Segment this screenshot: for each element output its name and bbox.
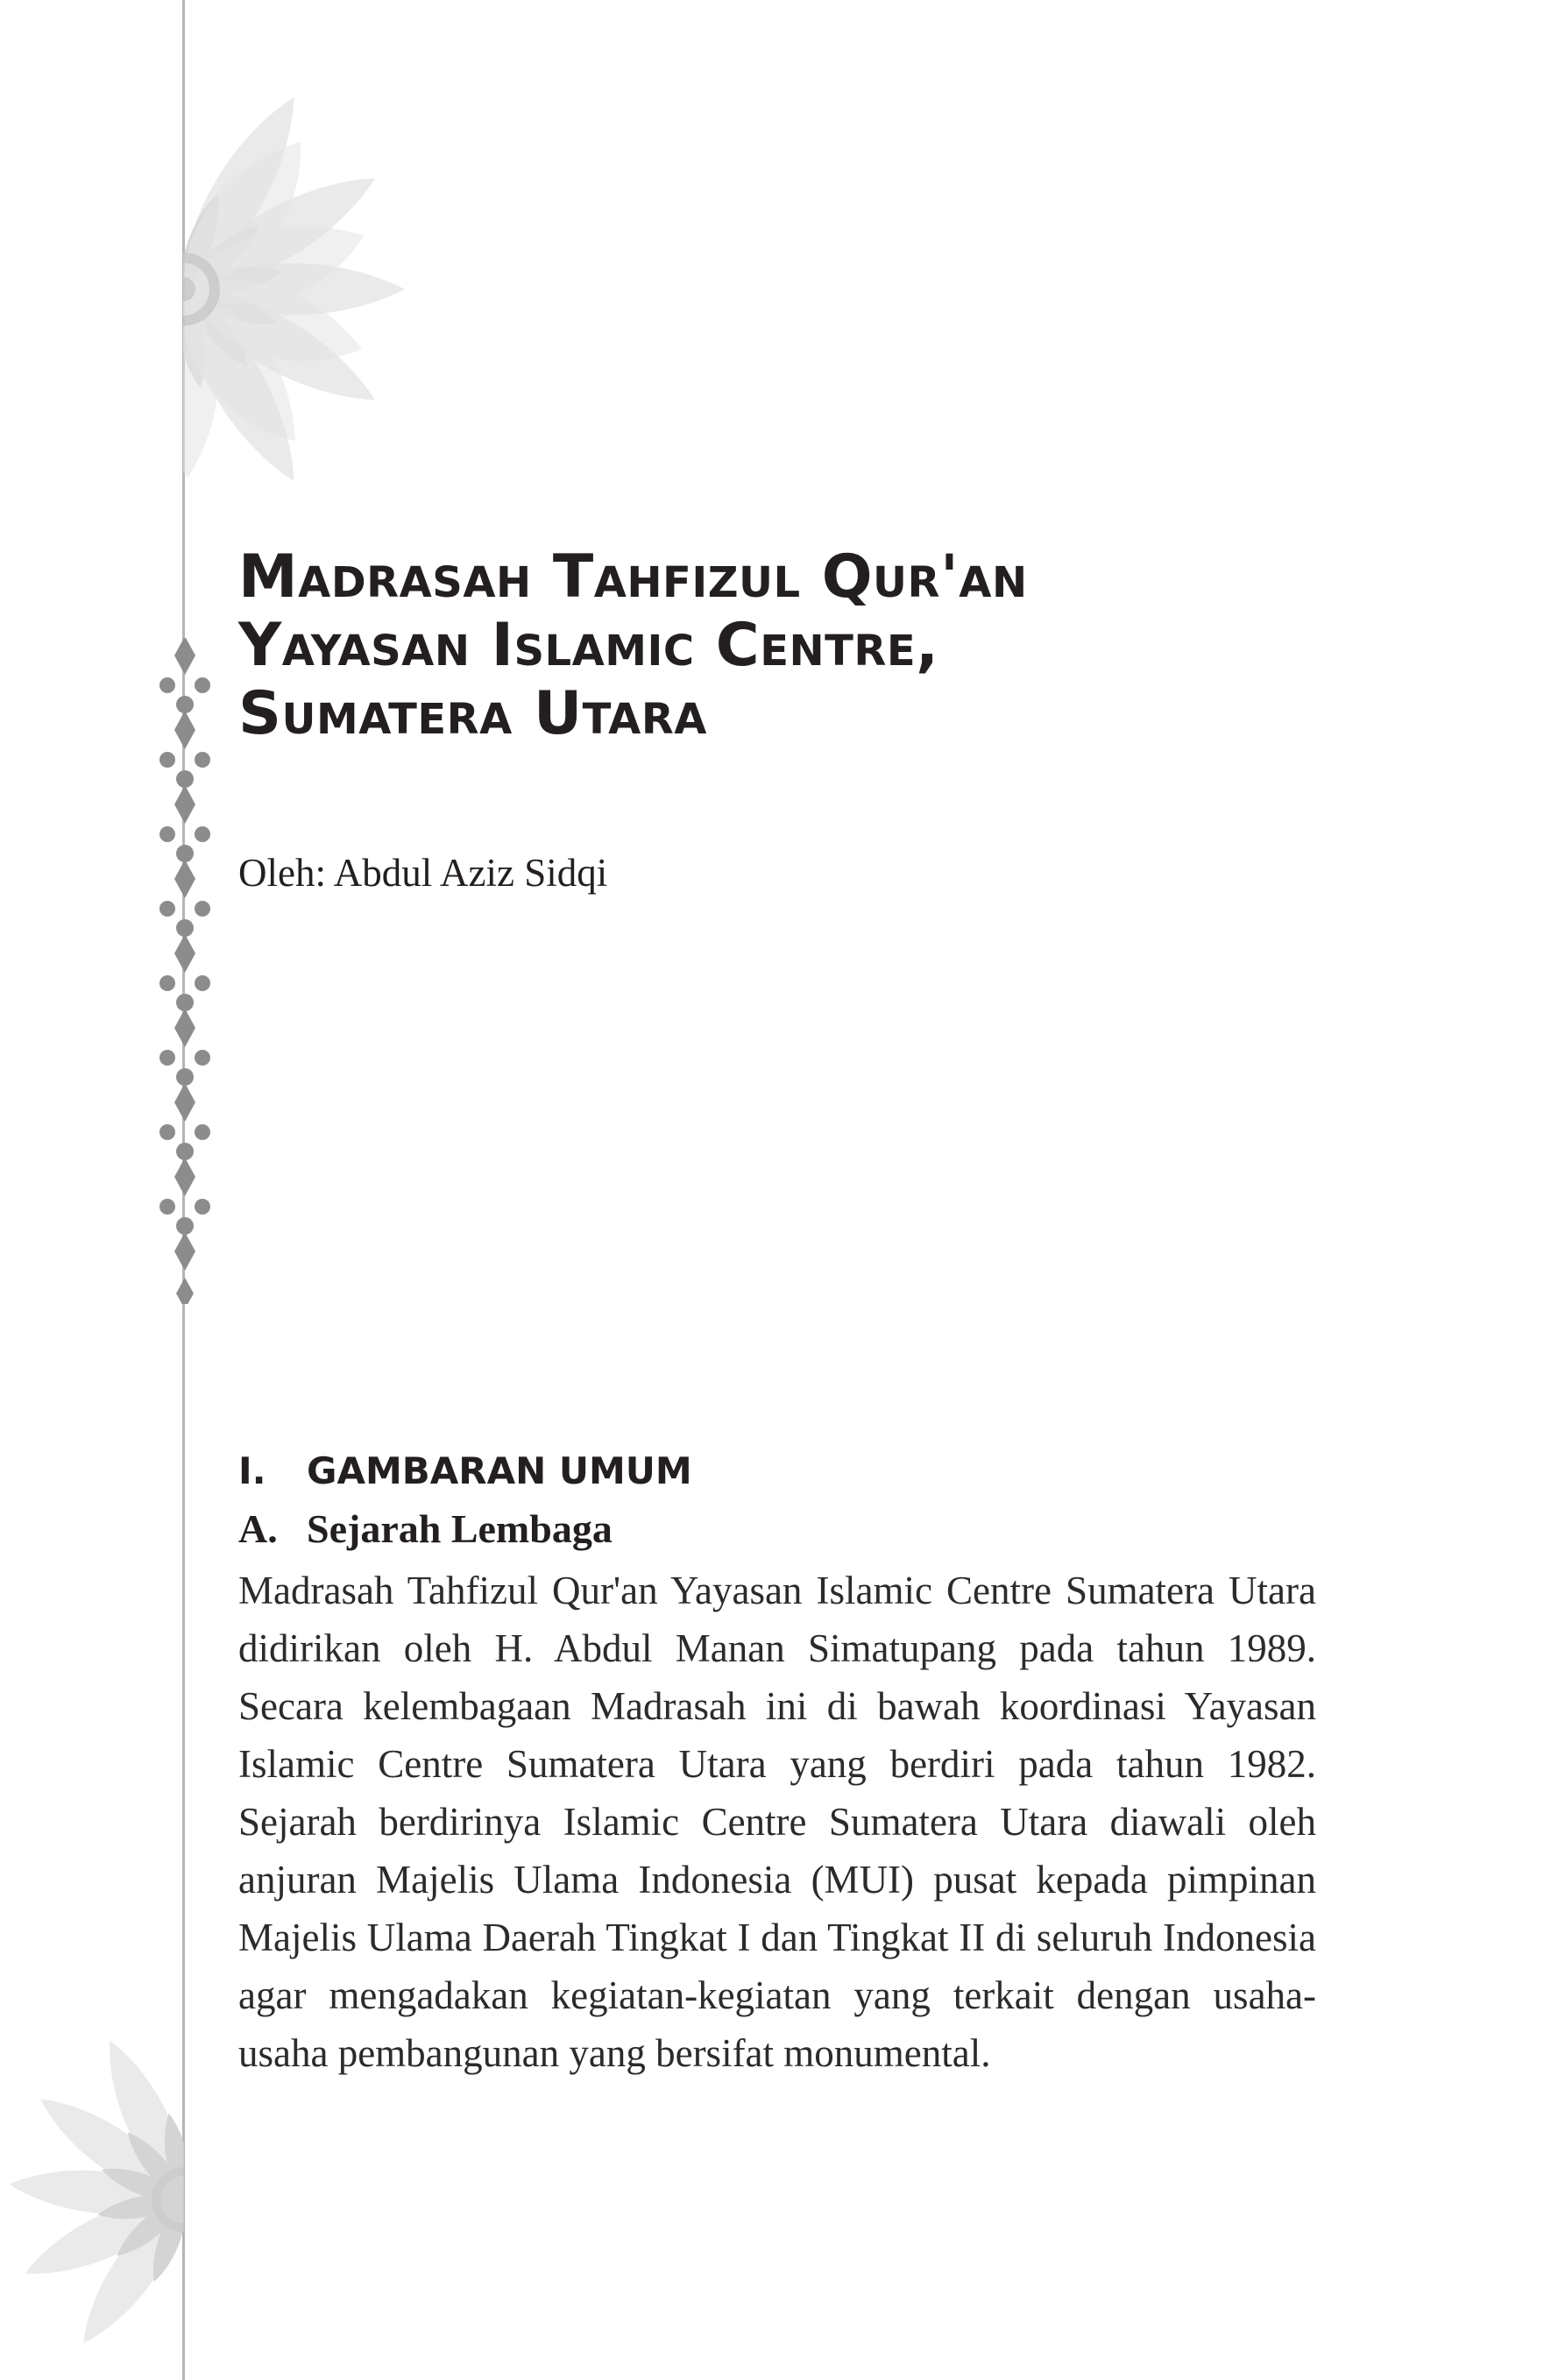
bottom-floral-ornament <box>0 2015 184 2380</box>
section-title: GAMBARAN UMUM <box>307 1449 692 1492</box>
border-chain-ornament <box>154 638 216 1304</box>
author-byline: Oleh: Abdul Aziz Sidqi <box>238 851 608 895</box>
title-line-1: Madrasah Tahfizul Qur'an <box>238 542 1028 612</box>
section-heading <box>238 1442 1316 1500</box>
title-line-2: Yayasan Islamic Centre, <box>238 611 939 680</box>
subsection-letter: A. <box>238 1506 278 1551</box>
title-line-3: Sumatera Utara <box>238 679 707 748</box>
body-paragraph: Madrasah Tahfizul Qur'an Yayasan Islamic Centre Sumatera Utara didirikan oleh H. Abdul Manan Simatupang pada tahun 1989. Secara kelembagaan Madrasah ini di bawah koordinasi Yayasan Islamic Centre Sumatera Utara yang berdiri pada tahun 1982. Sejarah berdirinya Islamic Centre Sumatera Utara diawali oleh anjuran Majelis Ulama Indonesia (MUI) pusat kepada pimpinan Majelis Ulama Daerah Tingkat I dan Tingkat II di seluruh Indonesia agar mengadakan kegiatan-kegiatan yang terkait dengan usaha-usaha pembangunan yang bersifat monumental. <box>238 1569 1316 2075</box>
subsection-title: Sejarah Lembaga <box>307 1506 613 1551</box>
top-floral-ornament <box>183 0 472 578</box>
section-number: I. <box>238 1449 266 1492</box>
chapter-title <box>238 543 1028 748</box>
subsection-heading <box>238 1500 1316 1558</box>
section-gambaran-umum <box>238 1442 1316 2082</box>
